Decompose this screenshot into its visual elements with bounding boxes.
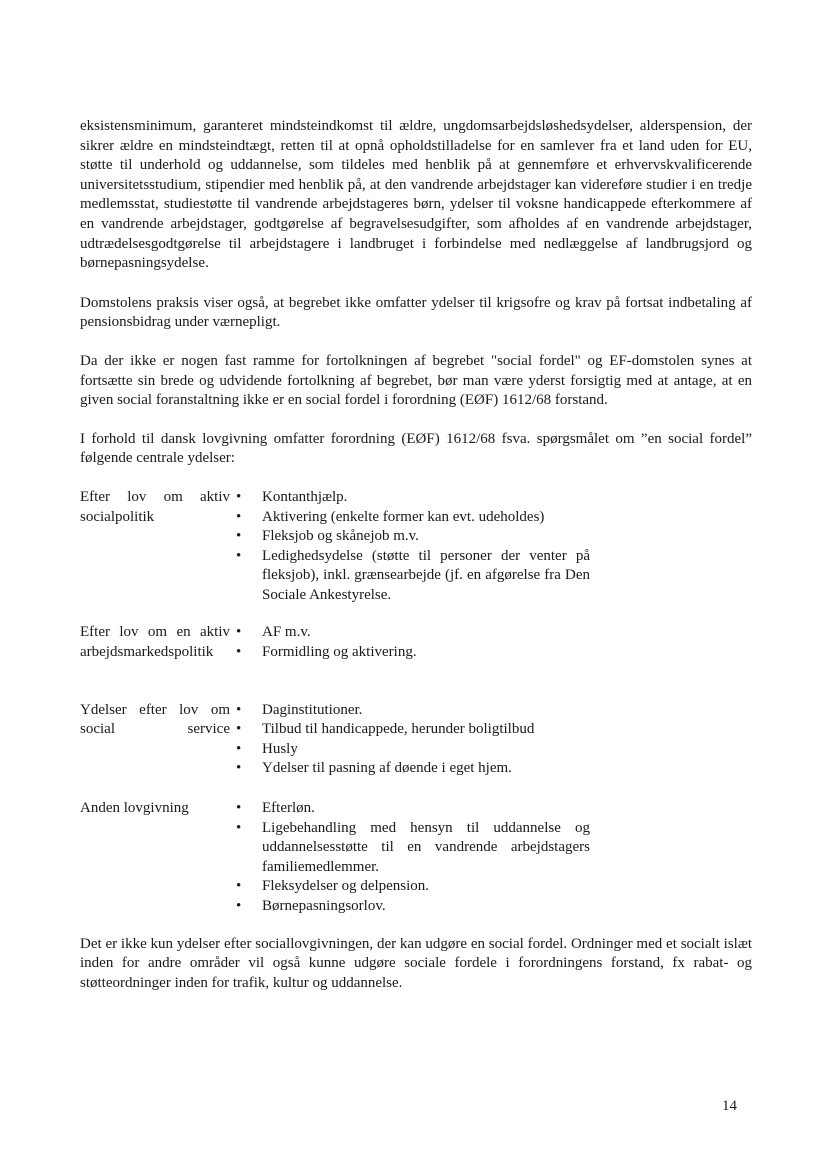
benefit-list — [236, 488, 590, 606]
benefit-list — [236, 623, 590, 662]
page-number: 14 — [722, 1098, 737, 1114]
document-page — [80, 117, 752, 1012]
list-item: • Efterløn. — [236, 799, 590, 819]
list-item: • Kontanthjælp. — [236, 488, 590, 508]
section-active-labour-market-policy — [80, 623, 752, 662]
list-item: • Tilbud til handicappede, herunder boligtilbud — [236, 720, 590, 740]
list-item: • Fleksjob og skånejob m.v. — [236, 527, 590, 547]
paragraph-interpretation: Da der ikke er nogen fast ramme for fortolkningen af begrebet "social fordel" og EF-domstolen synes at fortsætte sin brede og udvidende fortolkning af begrebet, bør man være yderst forsigtig med at antage, at en given social foranstaltning ikke er en social fordel i forordning (EØF) 1612/68 forstand. — [80, 352, 752, 409]
section-label: Efter lov om en aktiv arbejdsmarkedspolitik — [80, 624, 230, 661]
list-item: • Husly — [236, 740, 590, 760]
paragraph-social-benefits-list: eksistensminimum, garanteret mindsteindkomst til ældre, ungdomsarbejdsløshedsydelser, alderspension, der sikrer ældre en mindsteindtægt, retten til at opnå opholdstilladelse for en samlever fra et land uden for EU, støtte til underhold og uddannelse, som tildeles med henblik på at gennemføre et erhvervskvalificerende universitetsstudium, stipendier med henblik på, at den vandrende arbejdstager kan videreføre studier i en tredje medlemsstat, studiestøtte til vandrende arbejdstageres børn, ydelser til voksne handicappede efterkommere af en vandrende arbejdstager, godtgørelse af begravelsesudgifter, som afholdes af en vandrende arbejdstager, udtrædelsesgodtgørelse til arbejdstagere i landbruget i forbindelse med nedlæggelse af landbrugsjord og børnepasningsydelse. — [80, 118, 752, 272]
list-item: • Børnepasningsorlov. — [236, 897, 590, 917]
list-item: • Fleksydelser og delpension. — [236, 877, 590, 897]
section-social-service — [80, 701, 752, 779]
list-item: • Ledighedsydelse (støtte til personer der venter på fleksjob), inkl. grænsearbejde (jf. en afgørelse fra Den Sociale Ankestyrelse. — [236, 547, 590, 606]
list-item: • Daginstitutioner. — [236, 701, 590, 721]
section-label: Efter lov om aktiv socialpolitik — [80, 488, 230, 525]
section-label: Anden lovgivning — [80, 800, 189, 817]
list-item: • Ligebehandling med hensyn til uddannelse og uddannelsesstøtte til en vandrende arbejdstagers familiemedlemmer. — [236, 819, 590, 878]
list-item: • AF m.v. — [236, 623, 590, 643]
list-item: • Formidling og aktivering. — [236, 643, 590, 663]
paragraph-danish-legislation: I forhold til dansk lovgivning omfatter forordning (EØF) 1612/68 fsva. spørgsmålet om ”en social fordel” følgende centrale ydelser: — [80, 430, 752, 467]
benefit-list — [236, 799, 590, 917]
paragraph-other-areas: Det er ikke kun ydelser efter sociallovgivningen, der kan udgøre en social fordel. Ordninger med et socialt islæt inden for andre områder vil også kunne udgøre sociale fordele i forordningens forstand, fx rabat- og støtteordninger inden for trafik, kultur og uddannelse. — [80, 935, 752, 991]
benefit-list — [236, 701, 590, 779]
list-item: • Aktivering (enkelte former kan evt. udeholdes) — [236, 508, 590, 528]
paragraph-court-practice: Domstolens praksis viser også, at begrebet ikke omfatter ydelser til krigsofre og krav på fortsat indbetaling af pensionsbidrag under værnepligt. — [80, 294, 752, 331]
section-other-legislation — [80, 799, 752, 917]
list-item: • Ydelser til pasning af døende i eget hjem. — [236, 759, 590, 779]
section-active-social-policy — [80, 488, 752, 606]
section-label: Ydelser efter lov om social service — [80, 701, 230, 738]
